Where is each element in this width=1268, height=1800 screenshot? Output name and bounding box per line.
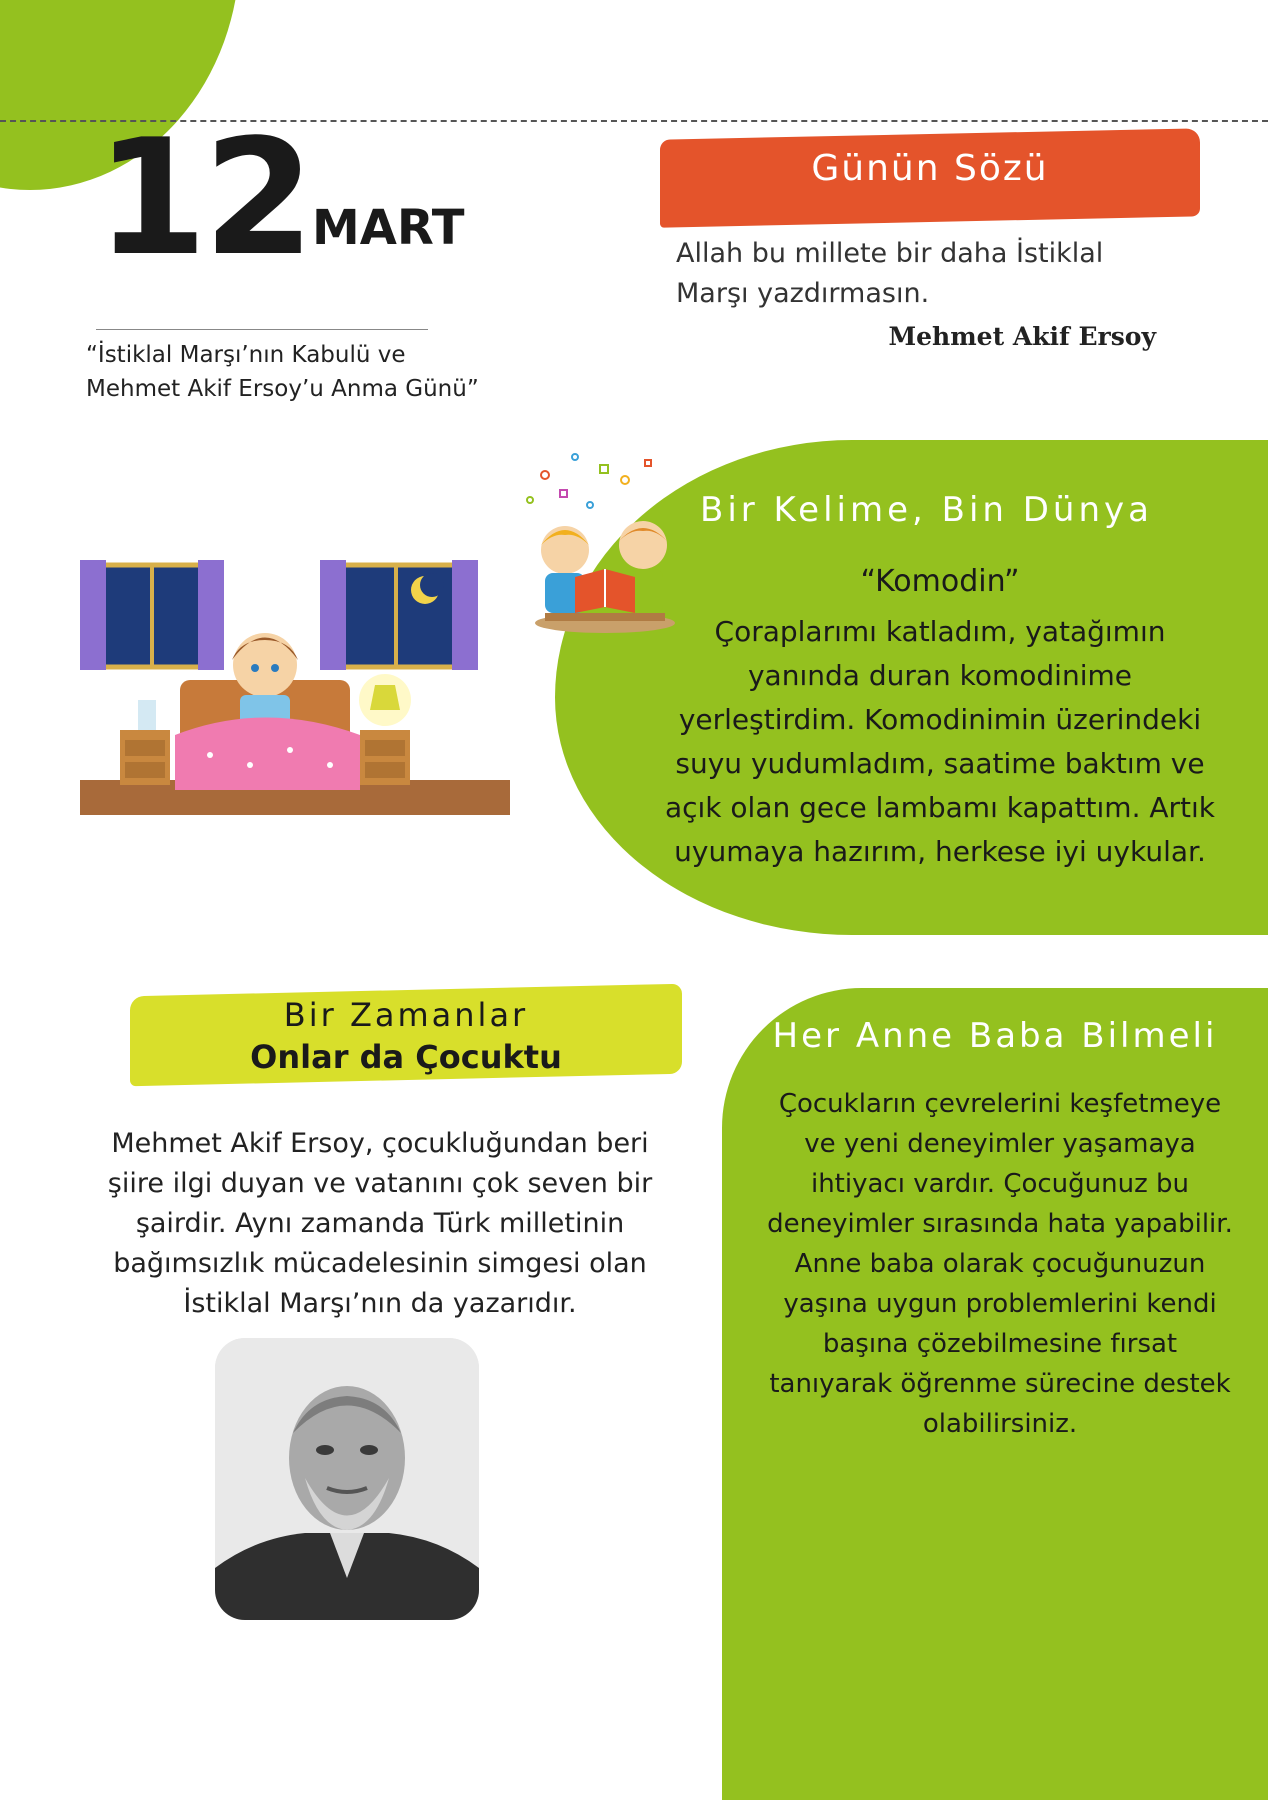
quote-author: Mehmet Akif Ersoy <box>888 322 1156 351</box>
occasion-line-1: “İstiklal Marşı’nın Kabulü ve <box>86 342 406 368</box>
date-rule <box>96 329 428 330</box>
bir-kelime-title: Bir Kelime, Bin Dünya <box>700 490 1153 530</box>
occasion-line-2: Mehmet Akif Ersoy’u Anma Günü” <box>86 376 479 402</box>
girl-in-bed-illustration <box>80 560 510 815</box>
quote-text: Allah bu millete bir daha İstiklal Marşı yazdırmasın. <box>676 238 1104 309</box>
bir-kelime-word: “Komodin” <box>860 564 1020 599</box>
her-anne-baba-title: Her Anne Baba Bilmeli <box>772 1016 1218 1056</box>
occasion-text <box>86 338 486 406</box>
bir-kelime-text: Çoraplarımı katladım, yatağımın yanında duran komodinime yerleştirdim. Komodinimin üzerindeki suyu yudumladım, saatime baktım ve açık olan gece lambamı kapattım. Artık uyumaya hazırım, herkese iyi uykular. <box>664 615 1216 868</box>
gunun-sozu-title: Günün Sözü <box>811 148 1049 189</box>
bir-zamanlar-subtitle: Onlar da Çocuktu <box>250 1038 562 1076</box>
mehmet-akif-ersoy-portrait <box>215 1338 479 1620</box>
her-anne-baba-text: Çocukların çevrelerini keşfetmeye ve yeni deneyimler yaşamaya ihtiyacı vardır. Çocuğunuz bu deneyimler sırasında hata yapabilir. Anne baba olarak çocuğunuzun yaşına uygun problemlerini kendi başına çözebilmesine fırsat tanıyarak öğrenme sürecine destek olabilirsiniz. <box>767 1089 1233 1439</box>
bir-zamanlar-text: Mehmet Akif Ersoy, çocukluğundan beri şiire ilgi duyan ve vatanını çok seven bir şairdir. Aynı zamanda Türk milletinin bağımsızlık mücadelesinin simgesi olan İstiklal Marşı’nın da yazarıdır. <box>107 1128 653 1319</box>
bir-zamanlar-title: Bir Zamanlar <box>283 996 529 1034</box>
date-day: 12 <box>96 104 311 291</box>
date-month: MART <box>312 200 465 256</box>
